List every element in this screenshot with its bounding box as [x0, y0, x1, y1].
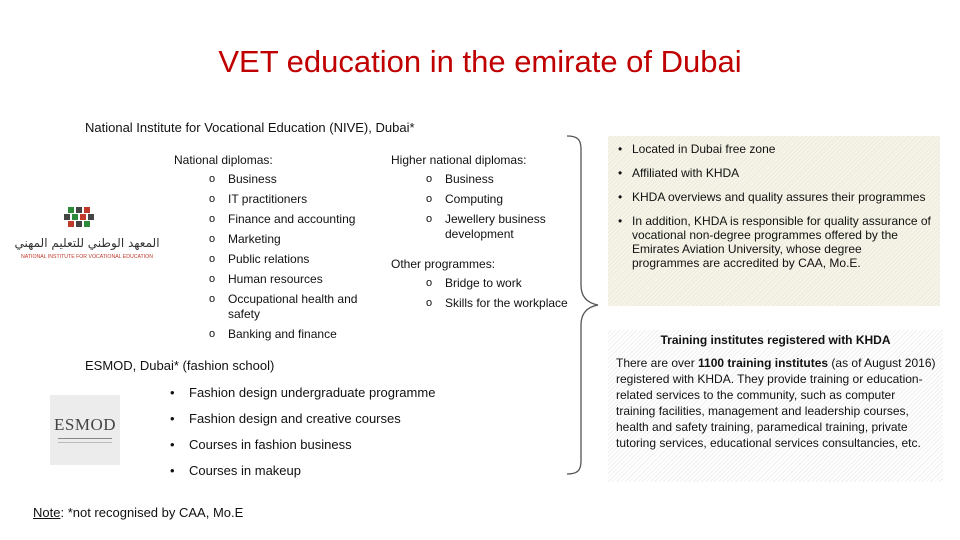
national-diploma-item	[209, 292, 374, 322]
national-diplomas-column	[174, 150, 374, 347]
higher-diploma-item-label: Business	[445, 172, 494, 186]
logo-mark-icon	[64, 207, 94, 227]
national-diploma-item	[209, 272, 374, 287]
bullet-marker: o	[209, 173, 216, 185]
esmod-programmes-list	[170, 383, 435, 487]
national-diploma-item-label: Human resources	[228, 272, 323, 286]
nive-heading: National Institute for Vocational Education (NIVE), Dubai*	[85, 120, 415, 135]
other-programmes-heading: Other programmes:	[391, 257, 496, 271]
national-diploma-item	[209, 252, 374, 267]
training-heading: Training institutes registered with KHDA	[660, 333, 891, 347]
esmod-programme-item: • Fashion design undergraduate programme	[170, 383, 435, 409]
other-programme-item	[426, 296, 585, 311]
esmod-heading: ESMOD, Dubai* (fashion school)	[85, 358, 275, 373]
nive-logo	[14, 205, 160, 265]
other-programme-item-label: Skills for the workplace	[445, 296, 568, 310]
khda-fact-item: • Affiliated with KHDA	[618, 166, 932, 180]
national-diploma-item-label: Public relations	[228, 252, 310, 266]
higher-diploma-item	[426, 212, 575, 242]
bullet-marker: o	[426, 277, 433, 289]
esmod-programme-item: • Courses in makeup	[170, 461, 435, 487]
national-diploma-item-label: Business	[228, 172, 277, 186]
higher-diploma-item	[426, 192, 575, 207]
training-text-bold: 1100 training institutes	[698, 356, 829, 370]
other-programme-item	[426, 276, 585, 291]
national-diploma-item	[209, 327, 374, 342]
note-text: : *not recognised by CAA, Mo.E	[60, 505, 244, 520]
higher-diplomas-heading: Higher national diplomas:	[391, 153, 527, 167]
right-brace	[565, 135, 600, 475]
other-programme-item-label: Bridge to work	[445, 276, 522, 290]
bullet-marker: o	[209, 213, 216, 225]
higher-diplomas-list	[426, 172, 575, 242]
page-title: VET education in the emirate of Dubai	[218, 44, 742, 79]
training-institutes-box	[608, 330, 943, 482]
esmod-logo	[50, 395, 120, 465]
bullet-marker: o	[209, 233, 216, 245]
bullet-marker: o	[426, 173, 433, 185]
higher-diploma-item-label: Jewellery business development	[445, 212, 546, 241]
note-label: Note	[33, 505, 61, 520]
national-diploma-item	[209, 232, 374, 247]
khda-facts-list	[608, 136, 940, 270]
national-diplomas-list	[209, 172, 374, 342]
khda-fact-item: • Located in Dubai free zone	[618, 142, 932, 156]
esmod-programme-item: • Courses in fashion business	[170, 435, 435, 461]
esmod-programme-item: • Fashion design and creative courses	[170, 409, 435, 435]
national-diploma-item	[209, 172, 374, 187]
footnote	[33, 505, 243, 520]
bullet-marker: o	[209, 293, 216, 305]
bullet-marker: o	[209, 328, 216, 340]
bullet-marker: o	[209, 193, 216, 205]
national-diploma-item	[209, 192, 374, 207]
bullet-marker: o	[426, 193, 433, 205]
training-text-after: (as of August 2016) registered with KHDA. They provide training or education-related services to the community, such as computer training facilities, management and leadership courses, health and safety training, paramedical training, private tutoring services, educational services consultancies, etc.	[616, 356, 936, 450]
training-text-before: There are over	[616, 356, 699, 370]
bullet-marker: o	[209, 253, 216, 265]
bullet-marker: o	[426, 213, 433, 225]
nive-logo-arabic: المعهد الوطني للتعليم المهني	[14, 236, 160, 250]
national-diploma-item-label: Finance and accounting	[228, 212, 356, 226]
other-programmes-list	[426, 276, 585, 311]
higher-diploma-item-label: Computing	[445, 192, 504, 206]
khda-fact-item: • KHDA overviews and quality assures their programmes	[618, 190, 932, 204]
bullet-marker: o	[426, 297, 433, 309]
bullet-marker: o	[209, 273, 216, 285]
national-diploma-item-label: Banking and finance	[228, 327, 337, 341]
higher-diploma-item	[426, 172, 575, 187]
national-diploma-item-label: Marketing	[228, 232, 281, 246]
higher-diplomas-column	[391, 150, 581, 316]
khda-fact-item: • In addition, KHDA is responsible for quality assurance of vocational non-degree programmes offered by the Emirates Aviation University, whose degree programmes are accredited by CAA, Mo.E.	[618, 214, 932, 270]
khda-facts-box	[608, 136, 940, 306]
national-diploma-item-label: IT practitioners	[228, 192, 308, 206]
national-diplomas-heading: National diplomas:	[174, 153, 273, 167]
nive-logo-english: NATIONAL INSTITUTE FOR VOCATIONAL EDUCATION	[21, 254, 153, 260]
training-text	[608, 351, 943, 451]
national-diploma-item-label: Occupational health and safety	[228, 292, 358, 321]
national-diploma-item	[209, 212, 374, 227]
esmod-logo-text: ESMOD	[53, 415, 116, 434]
